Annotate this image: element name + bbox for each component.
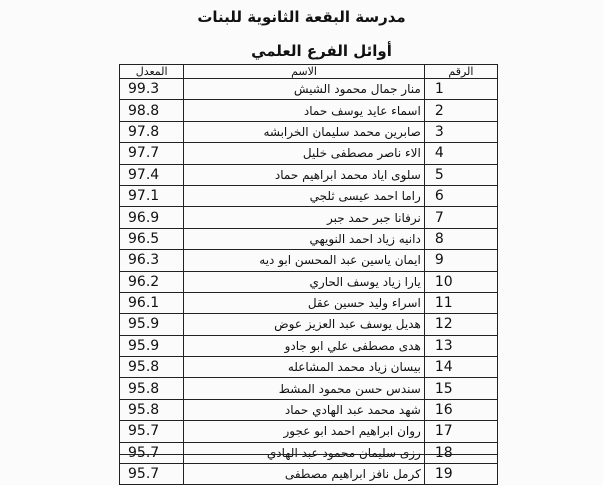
cell-name: يارا زياد يوسف الحاري (184, 271, 425, 292)
table-row (120, 399, 498, 420)
cell-number: 19 (424, 464, 497, 485)
cell-name: دانيه زياد احمد النويهي (184, 228, 425, 249)
cell-average: 97.8 (120, 121, 184, 142)
cell-name: راما احمد عيسى ثلجي (184, 185, 425, 206)
table-row (120, 421, 498, 442)
cell-number: 2 (424, 100, 497, 121)
table-row (120, 100, 498, 121)
cell-average: 95.9 (120, 335, 184, 356)
cell-number: 7 (424, 207, 497, 228)
cell-average: 95.8 (120, 399, 184, 420)
table-row (120, 228, 498, 249)
cell-average: 95.7 (120, 464, 184, 485)
table-row (120, 250, 498, 271)
cell-number: 10 (424, 271, 497, 292)
table-row (120, 271, 498, 292)
cell-name: شهد محمد عبد الهادي حماد (184, 399, 425, 420)
table-row (120, 79, 498, 100)
cell-number: 5 (424, 164, 497, 185)
cell-average: 96.1 (120, 292, 184, 313)
cell-name: هدى مصطفى علي ابو جادو (184, 335, 425, 356)
table-row (120, 442, 498, 463)
cell-average: 95.7 (120, 421, 184, 442)
cell-name: روان ابراهيم احمد ابو عجور (184, 421, 425, 442)
cell-name: صابرين محمد سليمان الخرابشه (184, 121, 425, 142)
cell-name: كرمل نافز ابراهيم مصطفى (184, 464, 425, 485)
cell-number: 1 (424, 79, 497, 100)
cell-name: منار جمال محمود الشيش (184, 79, 425, 100)
table-row (120, 185, 498, 206)
cell-name: نرفانا جبر حمد جبر (184, 207, 425, 228)
cell-number: 11 (424, 292, 497, 313)
cell-average: 98.8 (120, 100, 184, 121)
cell-average: 96.3 (120, 250, 184, 271)
table-bottom-edge (119, 454, 498, 459)
table-row (120, 121, 498, 142)
cell-name: سندس حسن محمود المشط (184, 378, 425, 399)
cell-average: 95.8 (120, 378, 184, 399)
cell-name: اسماء عايد يوسف حماد (184, 100, 425, 121)
cell-number: 17 (424, 421, 497, 442)
cell-name: اسراء وليد حسين عقل (184, 292, 425, 313)
table-row (120, 335, 498, 356)
cell-average: 95.9 (120, 314, 184, 335)
cell-name: ايمان ياسين عبد المحسن ابو ديه (184, 250, 425, 271)
page-title: مدرسة البقعة الثانوية للبنات (197, 8, 406, 26)
cell-average: 96.9 (120, 207, 184, 228)
cell-average: 97.7 (120, 143, 184, 164)
table-row (120, 378, 498, 399)
table-row (120, 207, 498, 228)
table-row (120, 464, 498, 485)
cell-number: 12 (424, 314, 497, 335)
cell-number: 15 (424, 378, 497, 399)
header-number: الرقم (424, 65, 497, 79)
cell-number: 9 (424, 250, 497, 271)
table-header-row (120, 65, 498, 79)
cell-name: الاء ناصر مصطفى خليل (184, 143, 425, 164)
cell-name: هديل يوسف عبد العزيز عوض (184, 314, 425, 335)
cell-number: 13 (424, 335, 497, 356)
honor-roll-table (119, 64, 498, 485)
cell-average: 95.8 (120, 357, 184, 378)
cell-name: سلوى اياد محمد ابراهيم حماد (184, 164, 425, 185)
cell-number: 14 (424, 357, 497, 378)
cell-average: 96.2 (120, 271, 184, 292)
cell-average: 97.4 (120, 164, 184, 185)
header-name: الاسم (184, 65, 425, 79)
table-row (120, 164, 498, 185)
table-row (120, 357, 498, 378)
cell-average: 97.1 (120, 185, 184, 206)
cell-number: 18 (424, 442, 497, 463)
page-subtitle: أوائل الفرع العلمي (251, 42, 392, 60)
cell-number: 16 (424, 399, 497, 420)
table-row (120, 292, 498, 313)
cell-number: 3 (424, 121, 497, 142)
cell-name: بيسان زياد محمد المشاعله (184, 357, 425, 378)
cell-average: 99.3 (120, 79, 184, 100)
cell-average: 95.7 (120, 442, 184, 463)
cell-number: 4 (424, 143, 497, 164)
table-row (120, 143, 498, 164)
cell-number: 8 (424, 228, 497, 249)
header-average: المعدل (120, 65, 184, 79)
table-row (120, 314, 498, 335)
cell-number: 6 (424, 185, 497, 206)
cell-average: 96.5 (120, 228, 184, 249)
cell-name: رزى سليمان محمود عبد الهادي (184, 442, 425, 463)
